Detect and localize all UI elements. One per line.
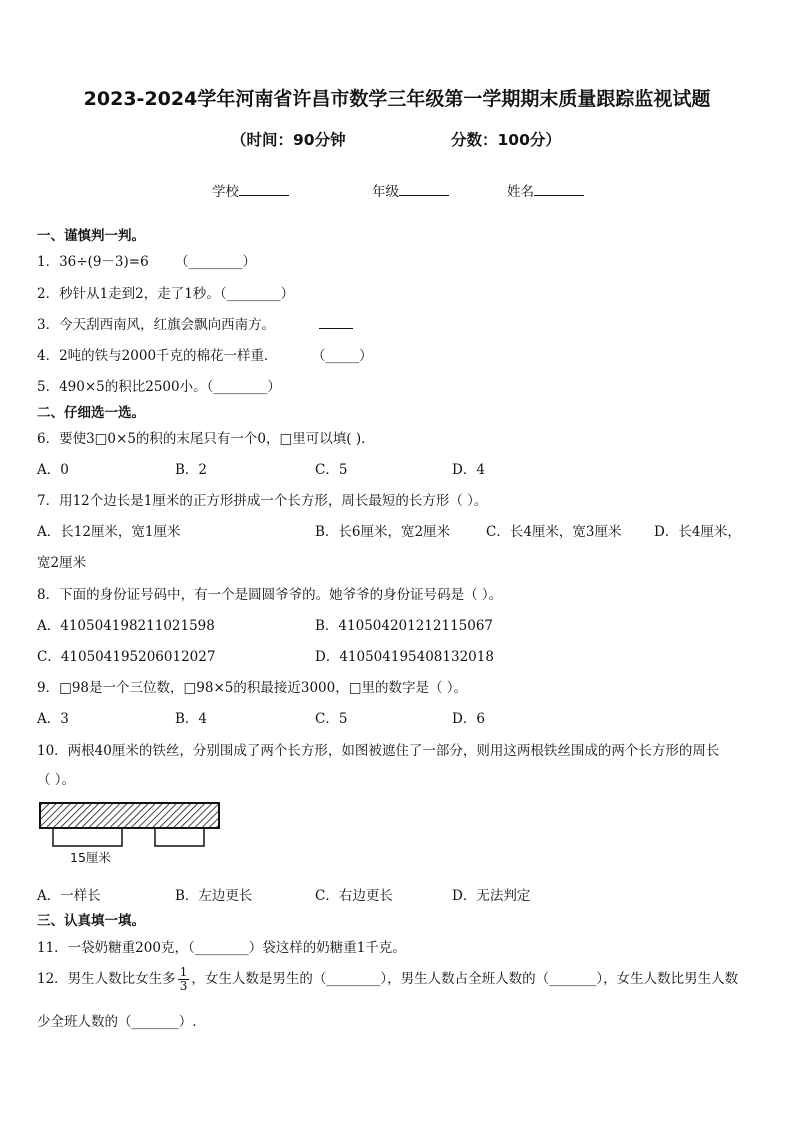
fraction-denominator: 3 [179,979,188,993]
question-7: 7．用12个边长是1厘米的正方形拼成一个长方形，周长最短的长方形（ ）。 [37,493,488,509]
question-1 [37,250,256,270]
question-6: 6．要使3□0×5的积的末尾只有一个0，□里可以填( )． [37,431,375,447]
q6-option-a[interactable]: A．0 [37,462,69,478]
q10-option-d[interactable]: D．无法判定 [452,888,531,904]
question-4 [37,344,373,364]
question-1-text: 1．36÷(9－3)=6 [37,254,149,270]
q9-option-b[interactable]: B．4 [175,711,208,727]
question-11: 11．一袋奶糖重200克，（________）袋这样的奶糖重1千克。 [37,940,406,956]
question-3-text: 3．今天刮西南风，红旗会飘向西南方。 [37,317,276,333]
question-10: 10．两根40厘米的铁丝，分别围成了两个长方形，如图被遮住了一部分，则用这两根铁丝围成的两个长方形的周长 [37,743,720,759]
question-12-text-post: ，女生人数是男生的（________），男生人数占全班人数的（_______），女生人数比男生人数 [191,971,739,987]
q9-option-c[interactable]: C．5 [315,711,348,727]
cover-board-hatched [40,803,219,828]
question-12 [37,966,738,993]
q7-option-d-cont: 宽2厘米 [37,555,87,571]
question-12-cont: 少全班人数的（_______）. [37,1014,197,1030]
q7-option-b[interactable]: B．长6厘米，宽2厘米 [315,524,451,540]
q8-option-c[interactable]: C．410504195206012027 [37,649,216,665]
q9-option-a[interactable]: A．3 [37,711,69,727]
q6-option-b[interactable]: B．2 [175,462,208,478]
name-blank[interactable] [534,181,584,196]
question-4-answer: （_____） [311,348,373,364]
section-heading-2: 二、仔细选一选。 [37,405,145,421]
question-2: 2．秒针从1走到2，走了1秒。（________） [37,286,295,302]
question-9: 9．□98是一个三位数，□98×5的积最接近3000，□里的数字是（ ）。 [37,680,468,696]
section-heading-1: 一、谨慎判一判。 [37,228,145,244]
question-4-text: 4．2吨的铁与2000千克的棉花一样重． [37,348,278,364]
school-field [212,180,289,200]
exam-time: （时间：90分钟 [231,131,346,149]
question-5: 5．490×5的积比2500小。（________） [37,379,281,395]
q7-option-c[interactable]: C．长4厘米，宽3厘米 [486,524,622,540]
grade-blank[interactable] [399,181,449,196]
question-3-blank[interactable] [319,314,353,329]
name-label: 姓名 [507,184,534,200]
fraction-numerator: 1 [179,965,188,979]
q8-option-b[interactable]: B．410504201212115067 [315,618,494,634]
exam-score: 分数：100分） [451,131,561,149]
section-heading-3: 三、认真填一填。 [37,913,145,929]
grade-field [372,180,449,200]
question-12-text-pre: 12．男生人数比女生多 [37,971,176,987]
school-label: 学校 [212,184,239,200]
q6-option-c[interactable]: C．5 [315,462,348,478]
q7-option-a[interactable]: A．长12厘米，宽1厘米 [37,524,181,540]
q8-option-d[interactable]: D．410504195408132018 [315,649,494,665]
q8-option-a[interactable]: A．410504198211021598 [37,618,215,634]
question-3 [37,313,353,333]
grade-label: 年级 [372,184,399,200]
q6-option-d[interactable]: D．4 [452,462,485,478]
fraction-one-third [178,966,190,993]
name-field [507,180,584,200]
question-8: 8．下面的身份证号码中，有一个是圆圆爷爷的。她爷爷的身份证号码是（ ）。 [37,587,503,603]
q10-option-a[interactable]: A．一样长 [37,888,101,904]
q7-option-d[interactable]: D．长4厘米， [654,524,741,540]
rectangles-figure [38,800,224,868]
question-1-answer: （________） [175,254,256,270]
q10-option-b[interactable]: B．左边更长 [175,888,253,904]
page-title: 2023-2024学年河南省许昌市数学三年级第一学期期末质量跟踪监视试题 [83,88,711,110]
question-10-cont: （ ）。 [37,772,76,788]
school-blank[interactable] [239,181,289,196]
q9-option-d[interactable]: D．6 [452,711,485,727]
q10-option-c[interactable]: C．右边更长 [315,888,393,904]
figure-length-label: 15厘米 [70,850,111,865]
